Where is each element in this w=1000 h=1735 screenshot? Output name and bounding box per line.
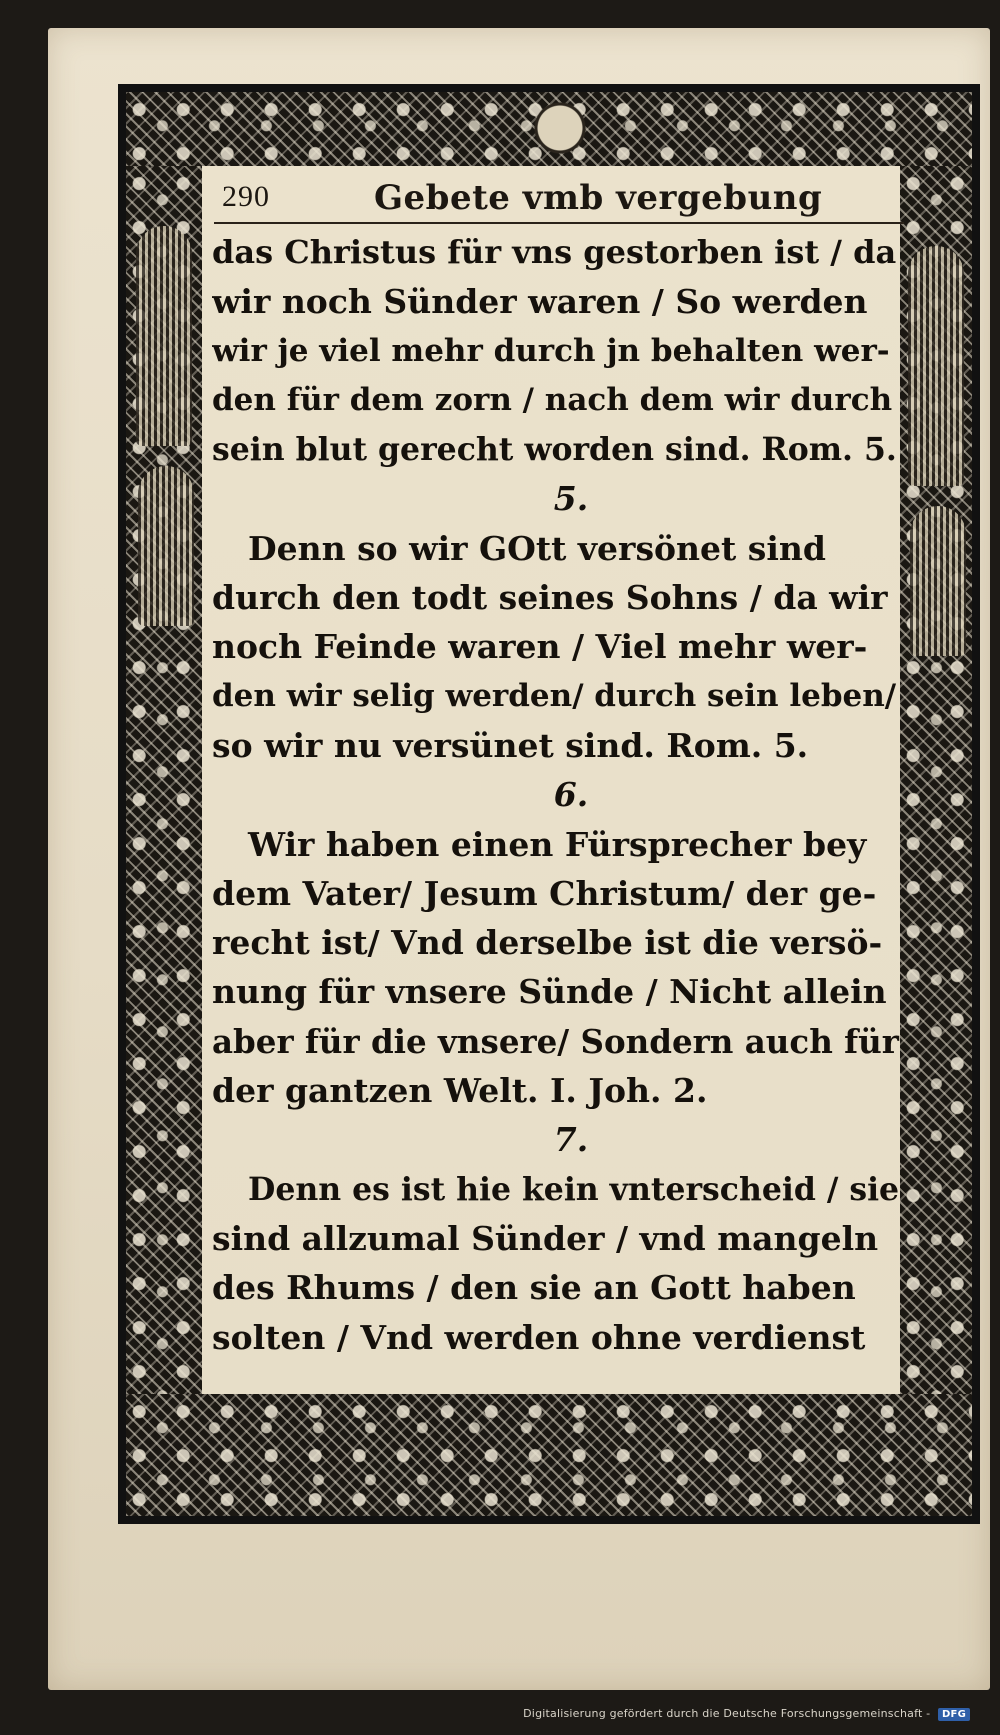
credit-text: Digitalisierung gefördert durch die Deutsche Forschungsgemeinschaft - <box>523 1707 931 1720</box>
text-line: recht ist/ Vnd derselbe ist die versö- <box>212 923 883 963</box>
text-line: wir noch Sünder waren / So werden <box>212 282 868 322</box>
ornamental-border-right <box>900 166 972 1394</box>
running-title: Gebete vmb vergebung <box>374 178 823 218</box>
body-text <box>212 228 900 1362</box>
text-line: das Christus für vns gestorben ist / da <box>212 233 897 271</box>
cherub-ornament <box>520 90 600 166</box>
text-line: wir je viel mehr durch jn behalten wer- <box>212 332 890 369</box>
section-number: 5. <box>553 479 589 519</box>
evangelist-figure-right <box>908 246 964 486</box>
text-line: sind allzumal Sünder / vnd mangeln <box>212 1218 879 1258</box>
text-line: nung für vnsere Sünde / Nicht allein <box>212 972 887 1012</box>
text-line: durch den todt seines Sohns / da wir <box>212 578 888 618</box>
lion-figure-right <box>910 506 966 656</box>
text-line: den für dem zorn / nach dem wir durch <box>212 381 893 418</box>
text-line: solten / Vnd werden ohne verdienst <box>212 1317 866 1357</box>
text-line: noch Feinde waren / Viel mehr wer- <box>212 627 868 667</box>
page-header <box>214 172 904 224</box>
angel-figure-left <box>138 466 194 626</box>
digitization-credit <box>523 1707 970 1721</box>
text-line: Denn es ist hie kein vnterscheid / sie <box>248 1170 900 1208</box>
text-line: Wir haben einen Fürsprecher bey <box>248 824 867 864</box>
page-number: 290 <box>222 180 270 213</box>
evangelist-figure-left <box>136 226 192 446</box>
text-line: dem Vater/ Jesum Christum/ der ge- <box>212 873 877 913</box>
section-number: 6. <box>553 775 589 815</box>
ornamental-border-bottom <box>126 1394 972 1516</box>
text-line: so wir nu versünet sind. Rom. 5. <box>212 725 809 765</box>
text-line: sein blut gerecht worden sind. Rom. 5. <box>212 431 897 469</box>
dfg-logo-icon: DFG <box>938 1708 970 1721</box>
text-line: des Rhums / den sie an Gott haben <box>212 1268 856 1308</box>
ornamental-border-left <box>126 166 202 1394</box>
section-number: 7. <box>553 1120 589 1160</box>
text-line: aber für die vnsere/ Sondern auch für <box>212 1021 899 1061</box>
text-line: Denn so wir GOtt versönet sind <box>248 528 826 568</box>
text-line: der gantzen Welt. I. Joh. 2. <box>212 1071 708 1111</box>
text-line: den wir selig werden/ durch sein leben/ <box>212 677 897 714</box>
